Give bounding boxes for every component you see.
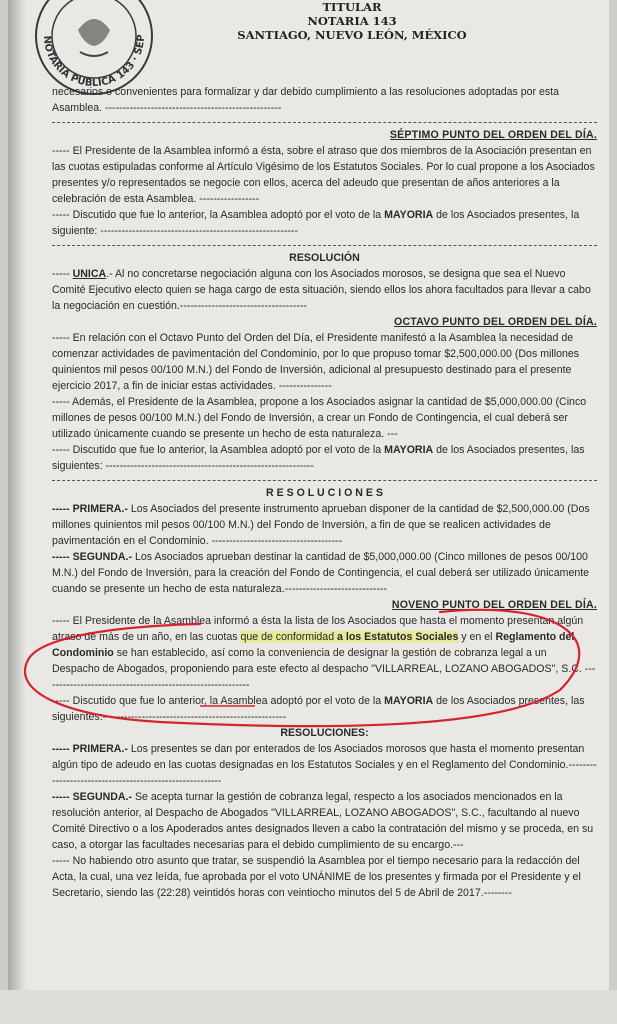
divider	[52, 474, 597, 481]
resolutions-heading: R E S O L U C I O N E S	[266, 487, 383, 499]
section-heading-noveno: NOVENO PUNTO DEL ORDEN DEL DÍA.	[391, 599, 597, 611]
paragraph: ----- El Presidente de la Asamblea informó a ésta, sobre el atraso que dos miembros de la Asociación presentan en las cuotas estipuladas conforme al Artículo Vigésimo de los Estatutos Sociales. Por lo cual propone a los Asociados presentes y/o representados se negocie con ellos, acerca del adeudo que presentan de años anteriores a la celebración de esta Asamblea. -----------------	[52, 145, 595, 205]
paragraph: necesarios o convenientes para formalizar y dar debido cumplimiento a las resoluciones adoptadas por esta Asamblea. --------------------------------------------------	[52, 86, 560, 114]
header-notaria: NOTARIA 143	[307, 14, 397, 28]
paragraph: ----- SEGUNDA.- Se acepta turnar la gestión de cobranza legal, respecto a los asociados mencionados en la resolución anterior, al Despacho de Abogados "VILLARREAL, LOZANO ABOGADOS", S.C., facultando al nuevo Comité Directivo o a los Apoderados antes designados lleven a cabo la contratación del mismo y se proceda, en su caso, a otorgar las facultades necesarias para el debido cumplimiento de su encargo.---	[52, 791, 594, 851]
paragraph: ----- PRIMERA.- Los presentes se dan por enterados de los Asociados morosos que hasta el momento presentan algún tipo de adeudo en las cuotas designadas en los Estatutos Sociales y en el Reglamento del Condominio.--------------------------------------------------------	[52, 743, 597, 787]
paragraph: ----- SEGUNDA.- Los Asociados aprueban destinar la cantidad de $5,000,000.00 (Cinco millones de pesos 00/100 M.N.) del Fondo de Inversión, para la creación del Fondo de Contingencia, el cual deberá ser utilizado únicamente cuando se presente un hecho de esta naturaleza.-----------------------------	[52, 551, 590, 595]
notary-header	[232, 0, 472, 42]
paragraph: ----- Además, el Presidente de la Asamblea, propone a los Asociados asignar la cantidad de $5,000,000.00 (Cinco millones de pesos 00/100 M.N.) del Fondo de Inversión, a crear un Fondo de Contingencia, el cual deberá ser utilizado únicamente cuando se presente un hecho de esta naturaleza. ---	[52, 396, 587, 440]
paragraph: ----- En relación con el Octavo Punto del Orden del Día, el Presidente manifestó a la Asamblea la necesidad de comenzar actividades de pavimentación del Condominio, por lo que propuso tomar $2,500,000.00 (Dos millones quinientos mil pesos 00/100 M.N.) del Fondo de Inversión, adicional al presupuesto destinado para el presente ejercicio 2017, a fin de iniciar estas actividades. ---------------	[52, 332, 580, 392]
background-surface	[0, 990, 617, 1024]
eagle-emblem-icon	[78, 19, 110, 46]
paragraph-annotated: ----- El Presidente de la Asamblea informó a ésta la lista de los Asociados que hasta el momento presentan algún atraso de más de un año, en las cuotas que de conformidad a los Estatutos Sociales y en el Reglamento del Condominio se han establecido, así como la conveniencia de designar la gestión de cobranza legal a un Despacho de Abogados, proponiendo para este efecto al despacho "VILLARREAL, LOZANO ABOGADOS", S.C. -----------------------------------------------------------	[52, 615, 596, 691]
paragraph: ----- No habiendo otro asunto que tratar, se suspendió la Asamblea por el tiempo necesario para la redacción del Acta, la cual, una vez leída, fue aprobada por el voto UNÁNIME de los presentes y firmada por el Presidente y el Secretario, siendo las (22:28) veintidós horas con veintiocho minutos del 5 de Abril de 2017.--------	[52, 855, 581, 899]
header-city: SANTIAGO, NUEVO LEÓN, MÉXICO	[237, 28, 467, 42]
paragraph: ----- Discutido que fue lo anterior, la Asamblea adoptó por el voto de la MAYORIA de los Asociados presentes, las siguientes:----------------------------------------------------	[52, 695, 585, 723]
header-title: TITULAR	[322, 0, 382, 14]
resolution-heading: RESOLUCIÓN	[289, 252, 360, 264]
highlighted-text: a los Estatutos Sociales	[337, 631, 459, 643]
divider	[52, 239, 597, 246]
highlighted-text: que de conformidad	[240, 631, 338, 643]
seal-ring-text: NOTARIA PUBLICA 143 · SEP	[40, 34, 148, 90]
paragraph: ----- PRIMERA.- Los Asociados del presente instrumento aprueban disponer de la cantidad de $2,500,000.00 (Dos millones quinientos mil pesos 00/100 M.N.) del Fondo de Inversión, a fin de que se realicen actividades de pavimentación en el Condominio. -------------------------------------	[52, 503, 590, 547]
paragraph: ----- Discutido que fue lo anterior, la Asamblea adoptó por el voto de la MAYORIA de los Asociados presentes, la siguiente: --------------------------------------------------------	[52, 209, 580, 237]
resolutions-heading: RESOLUCIONES:	[280, 727, 369, 739]
document-body	[52, 84, 597, 901]
section-heading-septimo: SÉPTIMO PUNTO DEL ORDEN DEL DÍA.	[389, 129, 597, 141]
paragraph: ----- Discutido que fue lo anterior, la Asamblea adoptó por el voto de la MAYORIA de los Asociados presentes, las siguientes: -----------------------------------------------------------	[52, 444, 585, 472]
divider	[52, 116, 597, 123]
page-edge-shadow	[8, 0, 26, 990]
paragraph: ----- UNICA.- Al no concretarse negociación alguna con los Asociados morosos, se designa que sea el Nuevo Comité Ejecutivo electo quien se haga cargo de esta situación, siendo ellos los ahora facultados para llevar a cabo la negociación en cuestión.------------------------------------	[52, 268, 591, 312]
section-heading-octavo: OCTAVO PUNTO DEL ORDEN DEL DÍA.	[394, 316, 597, 328]
